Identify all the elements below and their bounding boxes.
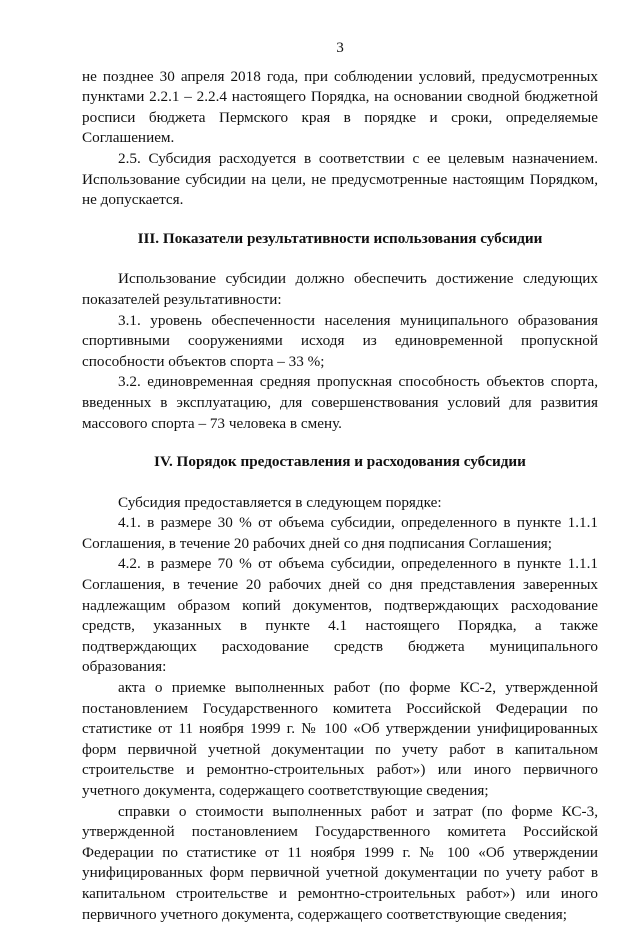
spacer	[82, 434, 598, 452]
section-3-intro: Использование субсидии должно обеспечить достижение следующих показателей результативности:	[82, 270, 598, 308]
section-4-heading: IV. Порядок предоставления и расходования субсидии	[154, 453, 526, 471]
paragraph-3-1: 3.1. уровень обеспеченности населения муниципального образования спортивными сооружениями исходя из единовременной пропускной способности объектов спорта – 33 %;	[82, 311, 598, 370]
paragraph-4-1: 4.1. в размере 30 % от объема субсидии, определенного в пункте 1.1.1 Соглашения, в течение 20 рабочих дней со дня подписания Соглашения;	[82, 514, 598, 552]
paragraph-2-5: 2.5. Субсидия расходуется в соответствии с ее целевым назначением. Использование субсидии на цели, не предусмотренные настоящим Порядком, не допускается.	[82, 149, 598, 209]
paragraph-ks2-act: акта о приемке выполненных работ (по форме КС-2, утвержденной постановлением Государственного комитета Российской Федерации по статистике от 11 ноября 1999 г. № 100 «Об утверждении унифицированных форм первичной учетной документации по учету работ в капитальном строительстве и ремонтно-строительных работ») или иного первичного учетного документа, содержащего соответствующие сведения;	[82, 679, 598, 799]
spacer	[82, 211, 598, 229]
section-4-intro: Субсидия предоставляется в следующем порядке:	[118, 493, 442, 511]
paragraph-3-2: 3.2. единовременная средняя пропускная способность объектов спорта, введенных в эксплуатацию, для совершенствования условий для развития массового спорта – 73 человека в смену.	[82, 373, 598, 432]
page-number: 3	[336, 39, 344, 56]
paragraph-ks3-certificate: справки о стоимости выполненных работ и затрат (по форме КС-3, утвержденной постановлением Государственного комитета Российской Федерации по статистике от 11 ноября 1999 г. № 100 «Об утверждении унифицированных форм первичной учетной документации по учету работ в капитальном строительстве и ремонтно-строительных работ») или иного первичного учетного документа, содержащего соответствующие сведения;	[82, 802, 598, 923]
document-page	[82, 38, 598, 925]
spacer	[82, 473, 598, 493]
paragraph-4-2: 4.2. в размере 70 % от объема субсидии, определенного в пункте 1.1.1 Соглашения, в течение 20 рабочих дней со дня представления заверенных надлежащим образом копий документов, подтверждающих расходование средств, указанных в пункте 4.1 настоящего Порядка, а также подтверждающих расходование средств бюджета муниципального образования:	[82, 555, 598, 676]
section-3-heading: III. Показатели результативности использования субсидии	[137, 229, 543, 247]
spacer	[82, 249, 598, 269]
paragraph-continuation: не позднее 30 апреля 2018 года, при соблюдении условий, предусмотренных пунктами 2.2.1 – 2.2.4 настоящего Порядка, на основании сводной бюджетной росписи бюджета Пермского края в порядке и сроки, определяемые Соглашением.	[82, 67, 598, 147]
